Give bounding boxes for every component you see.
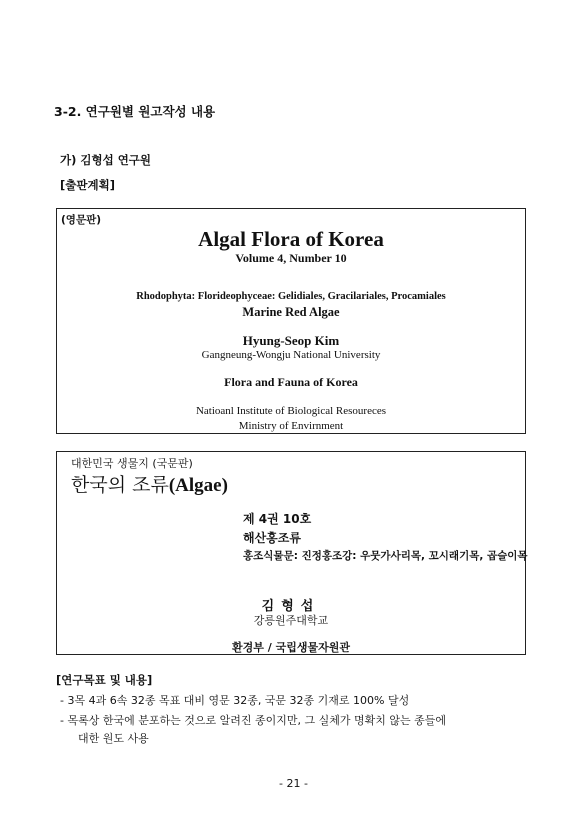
goal-item-2-continued: 대한 원도 사용: [78, 732, 149, 745]
korean-author: 김형섭: [261, 599, 321, 614]
english-volume: Volume 4, Number 10: [235, 251, 347, 265]
goal-item-1: - 3목 4과 6속 32종 목표 대비 영문 32종, 국문 32종 기재로 100% 달성: [60, 694, 410, 707]
english-author: Hyung-Seop Kim: [242, 333, 340, 348]
english-institute: Natioanl Institute of Biological Resoureces: [195, 405, 386, 417]
korean-volume: 제 4권 10호: [243, 512, 312, 526]
goals-heading: [연구목표 및 내용]: [56, 673, 153, 687]
english-edition-box: [56, 208, 526, 434]
korean-title-latin: (Algae): [168, 475, 228, 496]
goal-item-2: - 목록상 한국에 분포하는 것으로 알려진 종이지만, 그 실체가 명확치 않는 종들에: [60, 714, 446, 727]
english-series: Flora and Fauna of Korea: [224, 375, 358, 389]
plan-label: [출판계획]: [60, 178, 115, 192]
korean-subtitle: 해산홍조류: [243, 531, 301, 545]
korean-title: [71, 470, 228, 497]
english-title: Algal Flora of Korea: [198, 227, 384, 251]
korean-affiliation: 강릉원주대학교: [253, 614, 329, 627]
korean-edition-box: [56, 451, 526, 655]
korean-taxonomy: 홍조식물문: 진정홍조강: 우뭇가사리목, 꼬시래기목, 곱슬이목: [243, 550, 528, 562]
page-number: - 21 -: [279, 777, 308, 790]
english-subtitle: Marine Red Algae: [242, 305, 340, 319]
english-edition-label: (영문판): [61, 214, 102, 226]
korean-publisher: 환경부 / 국립생물자원관: [232, 641, 350, 654]
section-heading: 3-2. 연구원별 원고작성 내용: [54, 104, 216, 119]
researcher-heading: 가) 김형섭 연구원: [60, 153, 152, 167]
korean-edition-label: 대한민국 생물지 (국문판): [71, 457, 193, 470]
english-taxonomy: Rhodophyta: Florideophyceae: Gelidiales, Gracilariales, Procamiales: [136, 291, 446, 302]
english-affiliation: Gangneung-Wongju National University: [201, 349, 381, 361]
korean-title-text: 한국의 조류: [71, 474, 169, 496]
english-ministry: Ministry of Envirnment: [238, 420, 344, 432]
